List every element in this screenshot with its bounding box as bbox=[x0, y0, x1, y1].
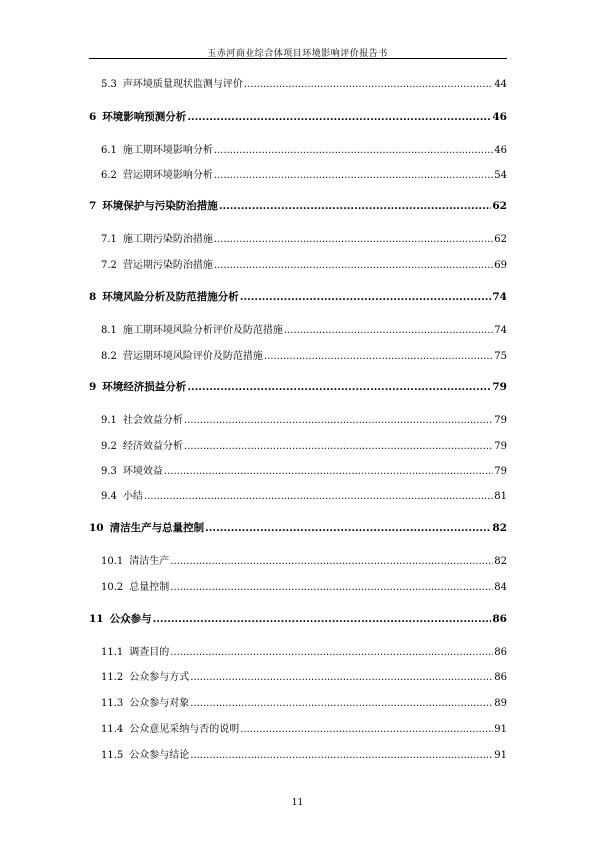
toc-entry-title: 经济效益分析 bbox=[122, 441, 183, 452]
toc-entry[interactable] bbox=[89, 109, 507, 124]
toc-entry[interactable] bbox=[89, 198, 507, 213]
toc-entry-number: 6.2 bbox=[101, 170, 117, 181]
toc-leader-dots bbox=[214, 260, 493, 271]
toc-entry-page: 79 bbox=[494, 441, 507, 452]
toc-entry[interactable] bbox=[101, 668, 507, 683]
toc-entry-title: 环境影响预测分析 bbox=[102, 111, 187, 123]
toc-leader-dots bbox=[219, 200, 492, 212]
toc-entry-page: 46 bbox=[494, 145, 507, 156]
toc-entry-title: 营运期环境影响分析 bbox=[122, 170, 213, 181]
toc-leader-dots bbox=[190, 698, 493, 709]
toc-entry-title: 调查目的 bbox=[129, 647, 170, 658]
toc-entry-title: 总量控制 bbox=[129, 582, 170, 593]
page-header-title: 玉赤河商业综合体项目环境影响评价报告书 bbox=[207, 49, 388, 59]
toc-entry-number: 8 bbox=[89, 291, 97, 303]
toc-entry-title: 公众参与对象 bbox=[129, 698, 190, 709]
toc-entry-title: 施工期环境风险分析评价及防范措施 bbox=[122, 325, 283, 336]
toc-entry-number: 5.3 bbox=[101, 79, 117, 90]
toc-leader-dots bbox=[214, 170, 493, 181]
toc-entry[interactable] bbox=[101, 462, 507, 477]
toc-entry-title: 清洁生产与总量控制 bbox=[109, 522, 205, 534]
toc-entry-number: 11.4 bbox=[101, 724, 124, 735]
toc-entry-number: 10 bbox=[89, 522, 104, 534]
toc-entry-page: 79 bbox=[494, 415, 507, 426]
toc-entry-title: 环境效益 bbox=[122, 466, 163, 477]
page-number: 11 bbox=[291, 798, 304, 808]
toc-entry-number: 9.4 bbox=[101, 491, 117, 502]
toc-leader-dots bbox=[284, 325, 493, 336]
toc-entry-page: 69 bbox=[494, 260, 507, 271]
toc-leader-dots bbox=[214, 145, 493, 156]
toc-entry[interactable] bbox=[89, 611, 507, 626]
toc-entry-number: 9.2 bbox=[101, 441, 117, 452]
toc-entry-title: 社会效益分析 bbox=[122, 415, 183, 426]
toc-leader-dots bbox=[153, 613, 492, 625]
toc-entry[interactable] bbox=[101, 694, 507, 709]
toc-entry[interactable] bbox=[89, 520, 507, 535]
toc-entry-page: 86 bbox=[492, 613, 507, 625]
toc-entry-page: 91 bbox=[494, 724, 507, 735]
toc-leader-dots bbox=[190, 750, 493, 761]
toc-entry-number: 6.1 bbox=[101, 145, 117, 156]
toc-entry[interactable] bbox=[101, 230, 507, 245]
toc-entry-number: 11.1 bbox=[101, 647, 124, 658]
toc-entry[interactable] bbox=[101, 746, 507, 761]
toc-leader-dots bbox=[244, 79, 493, 90]
toc-entry-page: 75 bbox=[494, 351, 507, 362]
toc-entry[interactable] bbox=[101, 347, 507, 362]
header-divider bbox=[89, 58, 507, 59]
toc-entry-page: 81 bbox=[494, 491, 507, 502]
toc-leader-dots bbox=[170, 582, 493, 593]
toc-entry[interactable] bbox=[101, 643, 507, 658]
toc-entry-page: 74 bbox=[492, 291, 507, 303]
toc-leader-dots bbox=[187, 381, 491, 393]
toc-entry-page: 74 bbox=[494, 325, 507, 336]
toc-entry-title: 施工期污染防治措施 bbox=[122, 234, 213, 245]
toc-entry-number: 9.1 bbox=[101, 415, 117, 426]
toc-entry-page: 79 bbox=[494, 466, 507, 477]
toc-entry-number: 7 bbox=[89, 200, 97, 212]
toc-entry-title: 公众参与方式 bbox=[129, 672, 190, 683]
toc-entry[interactable] bbox=[101, 552, 507, 567]
toc-entry-page: 62 bbox=[494, 234, 507, 245]
toc-entry-number: 9.3 bbox=[101, 466, 117, 477]
toc-entry-title: 环境经济损益分析 bbox=[102, 381, 187, 393]
toc-entry-number: 8.2 bbox=[101, 351, 117, 362]
toc-entry-page: 82 bbox=[494, 556, 507, 567]
toc-entry-page: 46 bbox=[492, 111, 507, 123]
toc-entry-page: 84 bbox=[494, 582, 507, 593]
toc-entry-title: 声环境质量现状监测与评价 bbox=[122, 79, 243, 90]
toc-entry-number: 7.1 bbox=[101, 234, 117, 245]
toc-entry-title: 小结 bbox=[122, 491, 143, 502]
toc-entry[interactable] bbox=[101, 141, 507, 156]
toc-entry[interactable] bbox=[101, 75, 507, 90]
toc-entry[interactable] bbox=[101, 487, 507, 502]
toc-entry-number: 9 bbox=[89, 381, 97, 393]
toc-entry[interactable] bbox=[101, 437, 507, 452]
toc-entry[interactable] bbox=[101, 321, 507, 336]
toc-entry[interactable] bbox=[101, 411, 507, 426]
toc-entry[interactable] bbox=[101, 720, 507, 735]
toc-entry-number: 6 bbox=[89, 111, 97, 123]
toc-entry-title: 环境保护与污染防治措施 bbox=[102, 200, 218, 212]
toc-entry-page: 89 bbox=[494, 698, 507, 709]
toc-leader-dots bbox=[240, 724, 493, 735]
toc-entry-title: 公众参与结论 bbox=[129, 750, 190, 761]
toc-leader-dots bbox=[164, 466, 493, 477]
toc-entry[interactable] bbox=[101, 166, 507, 181]
toc-entry-page: 86 bbox=[494, 672, 507, 683]
toc-leader-dots bbox=[170, 556, 493, 567]
toc-leader-dots bbox=[214, 234, 493, 245]
toc-entry-title: 公众意见采纳与否的说明 bbox=[129, 724, 240, 735]
toc-leader-dots bbox=[144, 491, 493, 502]
toc-entry[interactable] bbox=[101, 578, 507, 593]
toc-entry-page: 91 bbox=[494, 750, 507, 761]
toc-leader-dots bbox=[170, 647, 493, 658]
toc-entry-title: 环境风险分析及防范措施分析 bbox=[102, 291, 239, 303]
toc-entry-number: 11.3 bbox=[101, 698, 124, 709]
toc-leader-dots bbox=[240, 291, 492, 303]
toc-leader-dots bbox=[184, 441, 493, 452]
toc-entry[interactable] bbox=[89, 379, 507, 394]
toc-entry-number: 11.5 bbox=[101, 750, 124, 761]
toc-leader-dots bbox=[205, 522, 491, 534]
toc-entry-number: 11.2 bbox=[101, 672, 124, 683]
toc-entry-number: 7.2 bbox=[101, 260, 117, 271]
toc-entry-number: 8.1 bbox=[101, 325, 117, 336]
toc-entry-page: 86 bbox=[494, 647, 507, 658]
toc-entry-title: 公众参与 bbox=[109, 613, 152, 625]
toc-entry-number: 10.1 bbox=[101, 556, 124, 567]
toc-leader-dots bbox=[184, 415, 493, 426]
toc-entry-title: 清洁生产 bbox=[129, 556, 170, 567]
toc-entry-page: 79 bbox=[492, 381, 507, 393]
toc-entry[interactable] bbox=[89, 289, 507, 304]
toc-entry-number: 11 bbox=[89, 613, 104, 625]
toc-entry-title: 营运期环境风险评价及防范措施 bbox=[122, 351, 263, 362]
toc-entry-title: 施工期环境影响分析 bbox=[122, 145, 213, 156]
toc-entry-page: 54 bbox=[494, 170, 507, 181]
toc-entry-page: 62 bbox=[492, 200, 507, 212]
toc-leader-dots bbox=[190, 672, 493, 683]
toc-entry-number: 10.2 bbox=[101, 582, 124, 593]
toc-leader-dots bbox=[264, 351, 493, 362]
toc-entry[interactable] bbox=[101, 256, 507, 271]
toc-entry-page: 44 bbox=[494, 79, 507, 90]
toc-entry-title: 营运期污染防治措施 bbox=[122, 260, 213, 271]
toc-entry-page: 82 bbox=[492, 522, 507, 534]
toc-leader-dots bbox=[187, 111, 491, 123]
